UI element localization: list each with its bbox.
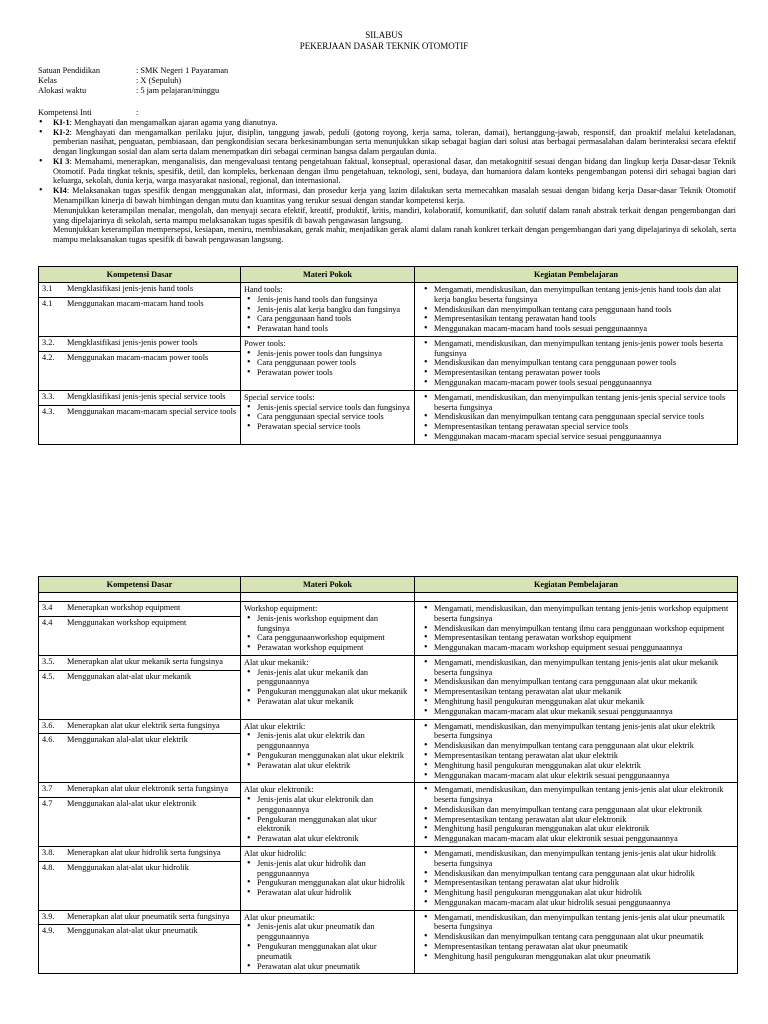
materi-item: • Cara penggunaanworkshop equipment [244,633,411,643]
kd-text: Mengklasifikasi jenis-jenis power tools [67,337,198,347]
materi-item: • Perawatan alat ukur hidrolik [244,888,411,898]
identity-row [38,76,438,86]
kegiatan-list [418,913,734,962]
kd-number: 3.8. [42,847,55,857]
kd-text: Menggunakan alat-alat ukur pneumatik [67,926,198,936]
kegiatan-item: • Mengamati, mendiskusikan, dan menyimpulkan tentang jenis-jenis alat ukur mekanik beserta fungsinya [418,658,734,678]
kd-number: 3.4 [42,603,53,612]
kompetensi-dasar-cell [39,602,241,656]
kegiatan-list [418,393,734,442]
materi-item: • Jenis-jenis hand tools dan fungsinya [244,295,411,305]
kegiatan-item: • Mengamati, mendiskusikan, dan menyimpulkan tentang jenis-jenis special service tools beserta fungsinya [418,393,734,413]
kompetensi-dasar-cell [39,846,241,910]
ki-text: : Menghayati dan mengamalkan perilaku jujur, disiplin, tanggung jawab, peduli (gotong royong, kerja sama, toleran, damai), bertanggung-jawab, responsif, dan proaktif melalui keteladanan, pemberian nasihat, penguatan, pembiasaan, dan pengkondisian secara berkesinambungan serta menunjukkan sikap sebagai bagian dari solusi atas berbagai permasalahan dalam berinteraksi secara efektif dengan lingkungan sosial dan alam serta dalam menempatkan diri sebagai cerminan bangsa dalam pergaulan dunia. [53,127,736,157]
document-subtitle: PEKERJAAN DASAR TEKNIK OTOMOTIF [299,41,469,51]
kd-number: 3.5. [42,656,55,666]
ki-code: KI-1 [53,117,70,127]
kd-number: 4.9. [42,926,55,936]
table-row [39,390,738,444]
kd-number: 3.1 [42,284,53,293]
syllabus-table-2 [38,576,738,974]
kompetensi-dasar-cell [39,783,241,847]
kd-item [39,283,240,297]
materi-list [244,614,411,653]
kegiatan-item: • Mendiskusikan dan menyimpulkan tentang cara penggunaan alat ukur elektrik [418,741,734,751]
kegiatan-item: • Mendiskusikan dan menyimpulkan tentang cara penggunaan alat ukur pneumatik [418,932,734,942]
kd-item [39,924,240,939]
column-header-kegiatan-pembelajaran: Kegiatan Pembelajaran [415,267,738,283]
ki-item [38,186,736,206]
materi-title: Alat ukur pneumatik: [244,912,315,922]
kompetensi-dasar-cell [39,336,241,390]
kegiatan-cell [415,390,738,444]
kd-text: Menggunakan macam-macam hand tools [67,298,204,308]
ki-text: : Melaksanakan tugas spesifik dengan menggunakan alat, informasi, dan prosedur kerja yang lazim dilakukan serta memecahkan masalah sesuai dengan bidang kerja Dasar-dasar Teknik Otomotif Menampilkan kinerja di bawah bimbingan dengan mutu dan kuantitas yang terukur sesuai dengan standar kompetensi kerja. [53,186,736,206]
materi-title: Alat ukur mekanik: [244,657,309,667]
kd-text: Menerapkan workshop equipment [67,603,181,612]
kd-item [39,656,240,670]
kegiatan-item: • Menghitung hasil pengukuran menggunakan alat ukur hidrolik [418,888,734,898]
table-row [39,783,738,847]
materi-list [244,922,411,971]
kegiatan-list [418,658,734,717]
identity-row [38,86,438,96]
document-title: SILABUS [365,30,403,40]
kd-item [39,351,240,366]
kegiatan-list [418,849,734,908]
materi-list [244,859,411,898]
kd-text: Menggunakan alal-alat ukur elektrik [67,735,188,745]
ki-paragraph: Menunjukkan keterampilan menalar, mengolah, dan menyaji secara efektif, kreatif, produktif, kritis, mandiri, kolaboratif, komunikatif, dan solutif dalam ranah abstrak terkait dengan pengembangan dari yang dipelajarinya di sekolah, serta mampu melaksanakan tugas spesifik di bawah pengawasan langsung. [53,205,736,225]
materi-pokok-cell [241,783,415,847]
kd-item [39,337,240,351]
kd-number: 4.8. [42,862,55,872]
kd-number: 4.3. [42,406,55,416]
kompetensi-dasar-cell [39,283,241,337]
column-header-kegiatan-pembelajaran: Kegiatan Pembelajaran [415,577,738,593]
kd-number: 3.7 [42,784,53,794]
kegiatan-item: • Menggunakan macam-macam alat ukur mekanik sesuai penggunaannya [418,707,734,717]
materi-title: Hand tools: [244,285,283,294]
identity-block [38,66,438,96]
column-header-kompetensi-dasar: Kompetensi Dasar [39,267,241,283]
kegiatan-item: • Menggunakan macam-macam hand tools sesuai penggunaannya [418,324,734,334]
kegiatan-item: • Mendiskusikan dan menyimpulkan tentang cara penggunaan special service tools [418,412,734,422]
kd-item [39,847,240,861]
kd-text: Menggunakan alat-alat ukur mekanik [67,671,192,681]
kd-text: Menggunakan alal-alat ukur elektronik [67,799,197,809]
kd-text: Menggunakan macam-macam special service tools [67,406,237,416]
kegiatan-item: • Menghitung hasil pengukuran menggunakan alat ukur pneumatik [418,952,734,962]
materi-item: • Jenis-jenis power tools dan fungsinya [244,349,411,359]
table-row [39,283,738,337]
kegiatan-item: • Mempresentasikan tentang perawatan hand tools [418,314,734,324]
kegiatan-item: • Menggunakan macam-macam alat ukur elektrik sesuai penggunaannya [418,771,734,781]
kd-number: 4.5. [42,671,55,681]
ki-item [38,118,736,128]
identity-value: : 5 jam pelajaran/minggu [136,86,220,95]
materi-item: • Pengukuran menggunakan alat ukur elektronik [244,815,411,835]
kd-text: Menggunakan workshop equipment [67,617,187,627]
materi-item: • Pengukuran menggunakan alat ukur elektrik [244,751,411,761]
kd-number: 4.1 [42,298,53,308]
materi-item: • Cara penggunaan hand tools [244,314,411,324]
table-row [39,336,738,390]
materi-list [244,349,411,378]
materi-item: • Jenis-jenis workshop equipment dan fungsinya [244,614,411,634]
kd-item [39,602,240,616]
ki-label: Kompetensi Inti [38,108,92,117]
kegiatan-item: • Menggunakan macam-macam alat ukur hidrolik sesuai penggunaannya [418,898,734,908]
materi-item: • Perawatan alat ukur elektrik [244,761,411,771]
kegiatan-item: • Mengamati, mendiskusikan, dan menyimpulkan tentang jenis-jenis alat ukur elektrik beserta fungsinya [418,722,734,742]
column-header-kompetensi-dasar: Kompetensi Dasar [39,577,241,593]
kegiatan-item: • Mengamati, mendiskusikan, dan menyimpulkan tentang jenis-jenis alat ukur hidrolik beserta fungsinya [418,849,734,869]
kd-text: Menerapkan alat ukur hidrolik serta fungsinya [67,847,221,857]
materi-pokok-cell [241,390,415,444]
kd-number: 3.2. [42,337,55,347]
kegiatan-cell [415,910,738,974]
identity-label: Kelas [38,76,57,85]
identity-label: Satuan Pendidikan [38,66,100,75]
kd-number: 3.6. [42,720,55,730]
materi-title: Workshop equipment: [244,604,318,613]
kegiatan-item: • Mempresentasikan tentang perawatan power tools [418,368,734,378]
identity-row [38,66,438,76]
kegiatan-item: • Mempresentasikan tentang perawatan alat ukur mekanik [418,687,734,697]
identity-label: Alokasi waktu [38,86,87,95]
kegiatan-item: • Mempresentasikan tentang perawatan alat ukur elektrik [418,751,734,761]
ki-paragraph: Menunjukkan keterampilan mempersepsi, kesiapan, meniru, membiasakan, gerak mahir, menjadikan gerak alami dalam ranah konkret terkait dengan pengembangan dari yang dipelajarinya di sekolah, serta mampu melaksanakan tugas spesifik di bawah pengawasan langsung. [53,225,736,245]
kd-text: Menerapkan alat ukur elektronik serta fungsinya [67,784,229,794]
kd-item [39,405,240,420]
kegiatan-item: • Menggunakan macam-macam special service sesuai penggunaannya [418,432,734,442]
kegiatan-item: • Mempresentasikan tentang perawatan workshop equipment [418,633,734,643]
kegiatan-list [418,339,734,388]
identity-value: : X (Sepuluh) [136,76,182,85]
ki-code: KI-2 [53,127,70,137]
table-header-row [39,267,738,283]
ki-list [38,118,736,206]
materi-pokok-cell [241,719,415,783]
kegiatan-item: • Menggunakan macam-macam power tools sesuai penggunaannya [418,378,734,388]
materi-title: Alat ukur hidrolik: [244,848,307,858]
kegiatan-item: • Mengamati, mendiskusikan, dan menyimpulkan tentang jenis-jenis alat ukur elektronik beserta fungsinya [418,785,734,805]
table-row [39,655,738,719]
kegiatan-item: • Mendiskusikan dan menyimpulkan tentang cara penggunaan power tools [418,358,734,368]
materi-item: • Jenis-jenis alat ukur pneumatik dan penggunaannya [244,922,411,942]
kd-text: Menggunakan alat-alat ukur hidrolik [67,862,189,872]
materi-item: • Jenis-jenis alat ukur mekanik dan penggunaannya [244,668,411,688]
kd-number: 4.2. [42,352,55,362]
column-header-materi-pokok: Materi Pokok [241,267,415,283]
materi-pokok-cell [241,910,415,974]
ki-text: : Memahami, menerapkan, menganalisis, dan mengevaluasi tentang pengetahuan faktual, konseptual, operasional dasar, dan metakognitif sesuai dengan bidang dan lingkup kerja Dasar-dasar Teknik Otomotif. Pada tingkat teknis, spesifik, detil, dan kompleks, berkenaan dengan ilmu pengetahuan, teknologi, seni, budaya, dan humaniora dalam konteks pengembangan potensi diri sebagai bagian dari keluarga, sekolah, dunia kerja, warga masyarakat nasional, regional, dan internasional. [53,156,737,186]
kd-item [39,911,240,925]
table-row [39,910,738,974]
kegiatan-item: • Mempresentasikan tentang perawatan special service tools [418,422,734,432]
column-header-materi-pokok: Materi Pokok [241,577,415,593]
kegiatan-item: • Mendiskusikan dan menyimpulkan tentang cara penggunaan alat ukur elektronik [418,805,734,815]
materi-list [244,731,411,770]
materi-pokok-cell [241,655,415,719]
kegiatan-list [418,722,734,781]
table-row [39,846,738,910]
kegiatan-item: • Mempresentasikan tentang perawatan alat ukur pneumatik [418,942,734,952]
kd-item [39,670,240,685]
kompetensi-dasar-cell [39,655,241,719]
materi-pokok-cell [241,846,415,910]
materi-list [244,403,411,432]
materi-item: • Jenis-jenis alat ukur elektronik dan penggunaannya [244,795,411,815]
kegiatan-cell [415,719,738,783]
materi-item: • Cara penggunaan special service tools [244,412,411,422]
kegiatan-cell [415,602,738,656]
materi-title: Special service tools: [244,392,315,402]
table-row [39,602,738,656]
kegiatan-item: • Mendiskusikan dan menyimpulkan tentang cara penggunaan alat ukur hidrolik [418,869,734,879]
kegiatan-item: • Menghitung hasil pengukuran menggunakan alat ukur elektrik [418,761,734,771]
ki-colon: : [136,108,139,117]
materi-item: • Perawatan alat ukur pneumatik [244,962,411,972]
kegiatan-item: • Mengamati, mendiskusikan, dan menyimpulkan tentang jenis-jenis alat ukur pneumatik beserta fungsinya [418,913,734,933]
kegiatan-cell [415,283,738,337]
kd-text: Menerapkan alat ukur mekanik serta fungsinya [67,656,223,666]
kd-text: Mengklasifikasi jenis-jenis special service tools [67,391,226,401]
table-header-row [39,577,738,593]
kd-item [39,783,240,797]
kegiatan-item: • Menghitung hasil pengukuran menggunakan alat ukur elektronik [418,824,734,834]
kd-text: Menggunakan macam-macam power tools [67,352,209,362]
materi-list [244,795,411,844]
kd-item [39,720,240,734]
kd-text: Menerapkan alat ukur pneumatik serta fungsinya [67,911,230,921]
kd-item [39,861,240,876]
kegiatan-item: • Menggunakan macam-macam alat ukur elektronik sesuai penggunaannya [418,834,734,844]
materi-title: Power tools: [244,338,286,348]
kd-number: 4.4 [42,617,53,627]
ki-item [38,157,736,186]
table-row [39,719,738,783]
ki-item [38,128,736,157]
materi-title: Alat ukur elektrik: [244,721,306,731]
materi-item: • Jenis-jenis alat kerja bangku dan fungsinya [244,305,411,315]
materi-item: • Perawatan alat ukur elektronik [244,834,411,844]
kd-number: 4.7 [42,799,53,809]
materi-item: • Pengukuran menggunakan alat ukur hidrolik [244,878,411,888]
kegiatan-item: • Mempresentasikan tentang perawatan alat ukur hidrolik [418,878,734,888]
materi-title: Alat ukur elektronik: [244,785,314,795]
kegiatan-cell [415,336,738,390]
kegiatan-item: • Menghitung hasil pengukuran menggunakan alat ukur mekanik [418,697,734,707]
ki-heading [38,108,736,118]
kd-number: 4.6. [42,735,55,745]
materi-item: • Perawatan hand tools [244,324,411,334]
materi-pokok-cell [241,602,415,656]
materi-list [244,668,411,707]
syllabus-table-1 [38,266,738,445]
kd-item [39,733,240,748]
materi-item: • Pengukuran menggunakan alat ukur pneumatik [244,942,411,962]
materi-pokok-cell [241,283,415,337]
kegiatan-item: • Mengamati, mendiskusikan, dan menyimpulkan tentang jenis-jenis power tools beserta fungsinya [418,339,734,359]
kompetensi-inti [38,108,736,245]
kegiatan-list [418,785,734,844]
ki-code: KI 3 [53,156,70,166]
materi-item: • Perawatan special service tools [244,422,411,432]
materi-list [244,295,411,334]
kd-text: Mengklasifikasi jenis-jenis hand tools [67,284,194,293]
kompetensi-dasar-cell [39,910,241,974]
kd-item [39,616,240,631]
kd-number: 3.9. [42,911,55,921]
kegiatan-item: • Menggunakan macam-macam workshop equipment sesuai penggunaannya [418,643,734,653]
materi-item: • Jenis-jenis special service tools dan fungsinya [244,403,411,413]
materi-item: • Pengukuran menggunakan alat ukur mekanik [244,687,411,697]
materi-item: • Cara penggunaan power tools [244,358,411,368]
kd-item [39,297,240,312]
kegiatan-item: • Mendiskusikan dan menyimpulkan tentang cara penggunaan alat ukur mekanik [418,677,734,687]
kegiatan-cell [415,655,738,719]
kd-text: Menerapkan alat ukur elektrik serta fungsinya [67,720,220,730]
ki-text: : Menghayati dan mengamalkan ajaran agama yang dianutnya. [69,117,278,127]
materi-pokok-cell [241,336,415,390]
kegiatan-item: • Mengamati, mendiskusikan, dan menyimpulkan tentang jenis-jenis workshop equipment beserta fungsinya [418,604,734,624]
ki-code: KI4 [53,186,67,196]
kompetensi-dasar-cell [39,390,241,444]
kompetensi-dasar-cell [39,719,241,783]
kegiatan-item: • Mendiskusikan dan menyimpulkan tentang cara penggunaan hand tools [418,305,734,315]
identity-value: : SMK Negeri 1 Payaraman [136,66,229,75]
kegiatan-item: • Mendiskusikan dan menyimpulkan tentang ilmu cara penggunaan workshop equipment [418,624,734,634]
kd-item [39,797,240,812]
blank-row [39,593,738,602]
kegiatan-item: • Mengamati, mendiskusikan, dan menyimpulkan tentang jenis-jenis hand tools dan alat kerja bangku beserta fungsinya [418,285,734,305]
kegiatan-item: • Mempresentasikan tentang perawatan alat ukur elektronik [418,815,734,825]
kegiatan-cell [415,846,738,910]
materi-item: • Jenis-jenis alat ukur hidrolik dan penggunaannya [244,859,411,879]
materi-item: • Perawatan alat ukur mekanik [244,697,411,707]
kegiatan-list [418,285,734,334]
materi-item: • Perawatan power tools [244,368,411,378]
kd-item [39,391,240,405]
materi-item: • Perawatan workshop equipment [244,643,411,653]
kd-number: 3.3. [42,391,55,401]
kegiatan-list [418,604,734,653]
materi-item: • Jenis-jenis alat ukur elektrik dan penggunaannya [244,731,411,751]
kegiatan-cell [415,783,738,847]
